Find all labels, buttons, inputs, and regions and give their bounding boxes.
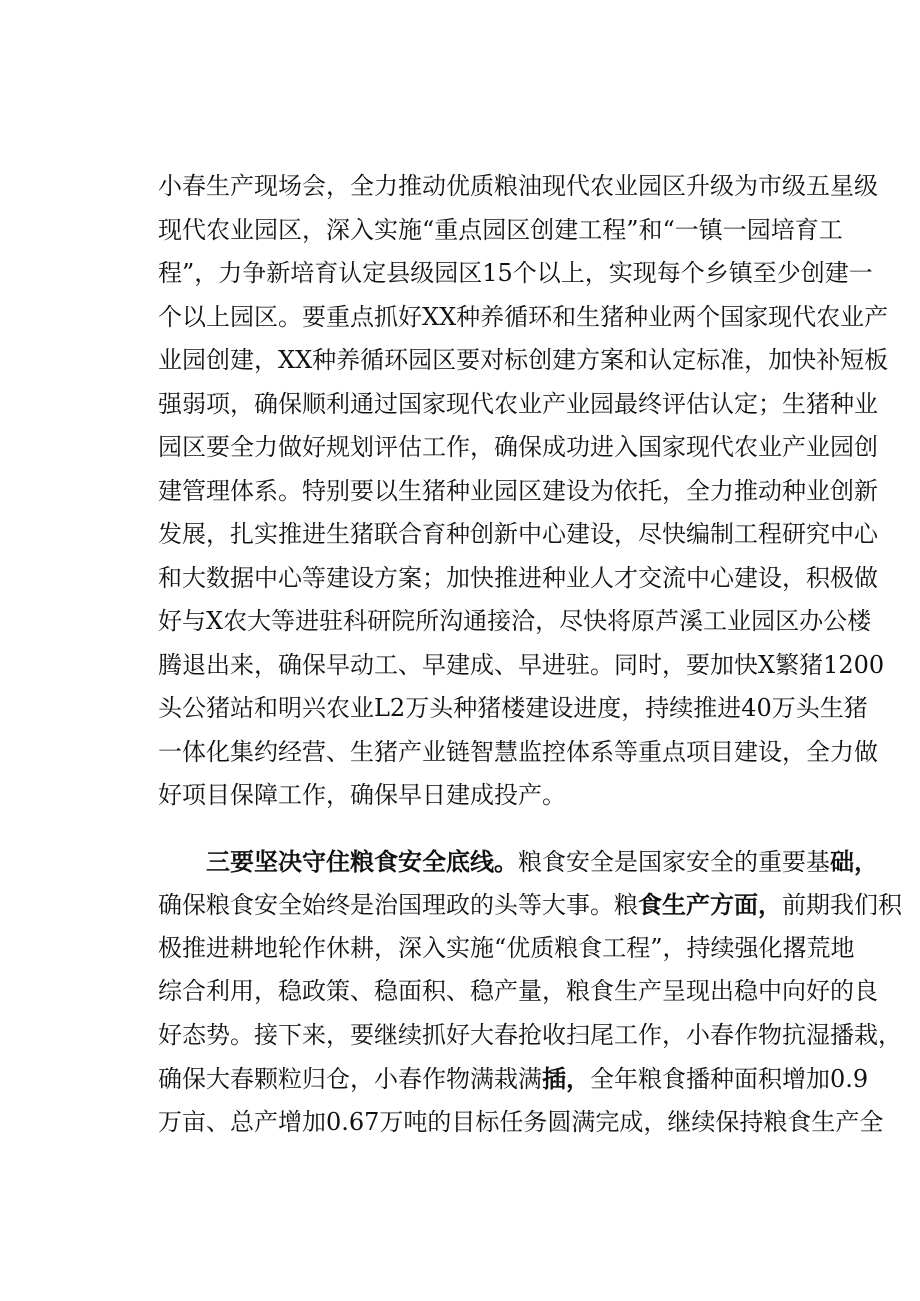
document-page [158, 165, 902, 1144]
text-line: 好与X农大等进驻科研院所沟通接洽，尽快将原芦溪工业园区办公楼 [158, 607, 872, 635]
text-line: 建管理体系。特别要以生猪种业园区建设为依托，全力推动种业创新 [158, 476, 878, 505]
text-run-bold: 插， [542, 1064, 590, 1093]
text-line: 好项目保障工作，确保早日建成投产。 [158, 781, 566, 809]
text-line: 小春生产现场会，全力推动优质粮油现代农业园区升级为市级五星级 [158, 172, 878, 200]
text-line [158, 840, 878, 884]
paragraph-1 [158, 165, 889, 818]
text-line: 腾退出来，确保早动工、早建成、早进驻。同时，要加快X繁猪1200 [158, 650, 885, 679]
text-line: 头公猪站和明兴农业L2万头种猪楼建设进度，持续推进40万头生猪 [158, 694, 868, 722]
text-line: 现代农业园区，深入实施“重点园区创建工程”和“一镇一园培育工 [158, 215, 843, 244]
text-line [158, 883, 902, 927]
text-run: 确保大春颗粒归仓，小春作物满栽满 [158, 1065, 542, 1093]
text-line: 好态势。接下来，要继续抓好大春抢收扫尾工作，小春作物抗湿播栽， [158, 1020, 902, 1049]
text-line: 一体化集约经营、生猪产业链智慧监控体系等重点项目建设，全力做 [158, 737, 878, 766]
text-line: 程”，力争新培育认定县级园区15个以上，实现每个乡镇至少创建一 [158, 259, 873, 287]
text-line: 发展，扎实推进生猪联合育种创新中心建设，尽快编制工程研究中心 [158, 520, 878, 548]
text-run: 前期我们积 [782, 891, 902, 919]
text-line: 强弱项，确保顺利通过国家现代农业产业园最终评估认定；生猪种业 [158, 389, 878, 418]
text-line: 综合利用，稳政策、稳面积、稳产量，粮食生产呈现出稳中向好的良 [158, 977, 878, 1005]
text-run: 全年粮食播种面积增加0.9 [590, 1065, 869, 1093]
text-run: 确保粮食安全始终是治国理政的头等大事。粮 [158, 891, 638, 919]
paragraph-2 [158, 840, 902, 1145]
text-line: 业园创建，XX种养循环园区要对标创建方案和认定标准，加快补短板 [158, 346, 889, 374]
section-heading: 三要坚决守住粮食安全底线。 [206, 846, 518, 876]
text-line: 园区要全力做好规划评估工作，确保成功进入国家现代农业产业园创 [158, 433, 878, 461]
text-run-bold: 础， [830, 846, 878, 876]
text-line: 个以上园区。要重点抓好XX种养循环和生猪种业两个国家现代农业产 [158, 302, 889, 331]
text-line: 和大数据中心等建设方案；加快推进种业人才交流中心建设，积极做 [158, 563, 878, 592]
text-run-bold: 食生产方面， [638, 890, 782, 919]
text-run: 粮食安全是国家安全的重要基 [518, 847, 830, 876]
text-line [158, 1057, 869, 1101]
text-line: 极推进耕地轮作休耕，深入实施“优质粮食工程”，持续强化撂荒地 [158, 933, 855, 962]
text-line: 万亩、总产增加0.67万吨的目标任务圆满完成，继续保持粮食生产全 [158, 1107, 884, 1136]
